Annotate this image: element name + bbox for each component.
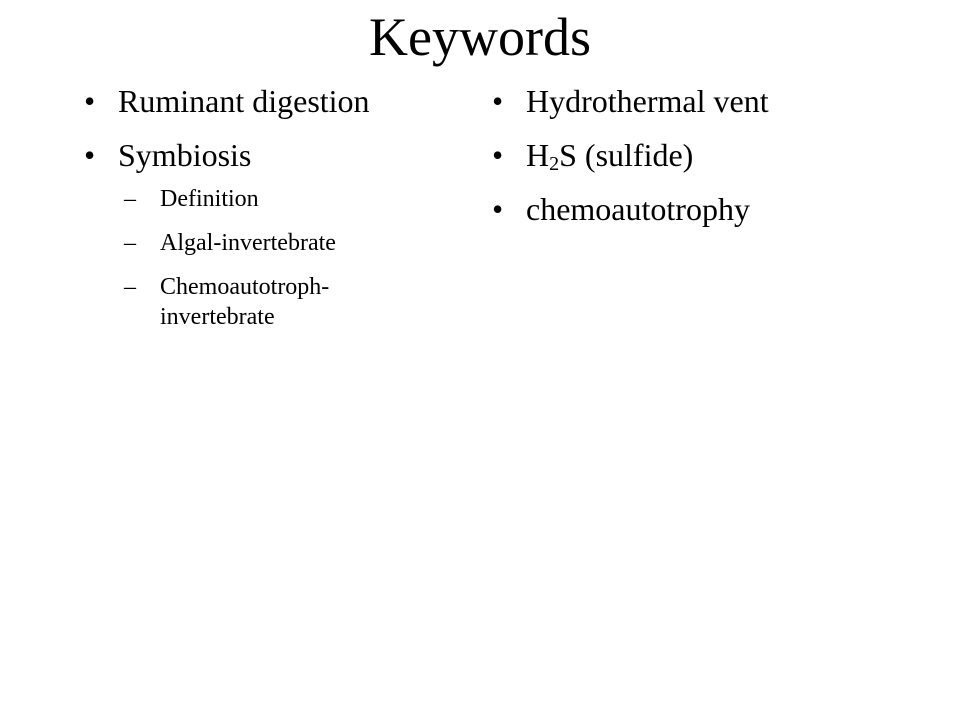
bullet-icon: • [492,191,504,227]
list-item-label: chemoautotrophy [526,191,750,227]
list-item-h2s-sulfide [492,136,892,174]
bullet-icon: • [84,137,96,173]
list-item-label: Symbiosis [118,137,252,173]
subitem-label: Algal-invertebrate [160,230,336,256]
list-item-chemoautotrophy [492,190,892,228]
dash-icon: – [124,186,136,212]
symbiosis-sublist [118,184,484,332]
right-column [492,82,892,244]
subitem-chemoautotroph-invertebrate [118,272,420,332]
dash-icon: – [124,274,136,300]
subitem-label: Chemoautotroph-invertebrate [160,274,330,330]
dash-icon: – [124,230,136,256]
left-column [84,82,484,348]
list-item-label: Ruminant digestion [118,83,370,119]
left-bullet-list [84,82,484,332]
list-item-hydrothermal-vent [492,82,892,120]
subitem-label: Definition [160,186,259,212]
list-item-label: Hydrothermal vent [526,83,769,119]
slide-title: Keywords [369,7,591,67]
formula-main: H [526,137,550,173]
bullet-icon: • [492,137,504,173]
list-item-ruminant-digestion [84,82,484,120]
right-bullet-list [492,82,892,228]
subitem-definition [118,184,420,214]
subitem-algal-invertebrate [118,228,420,258]
bullet-icon: • [84,83,96,119]
list-item-symbiosis [84,136,484,332]
bullet-icon: • [492,83,504,119]
formula-rest: S (sulfide) [559,137,694,173]
list-item-label [526,137,693,173]
formula-subscript: 2 [549,153,560,175]
